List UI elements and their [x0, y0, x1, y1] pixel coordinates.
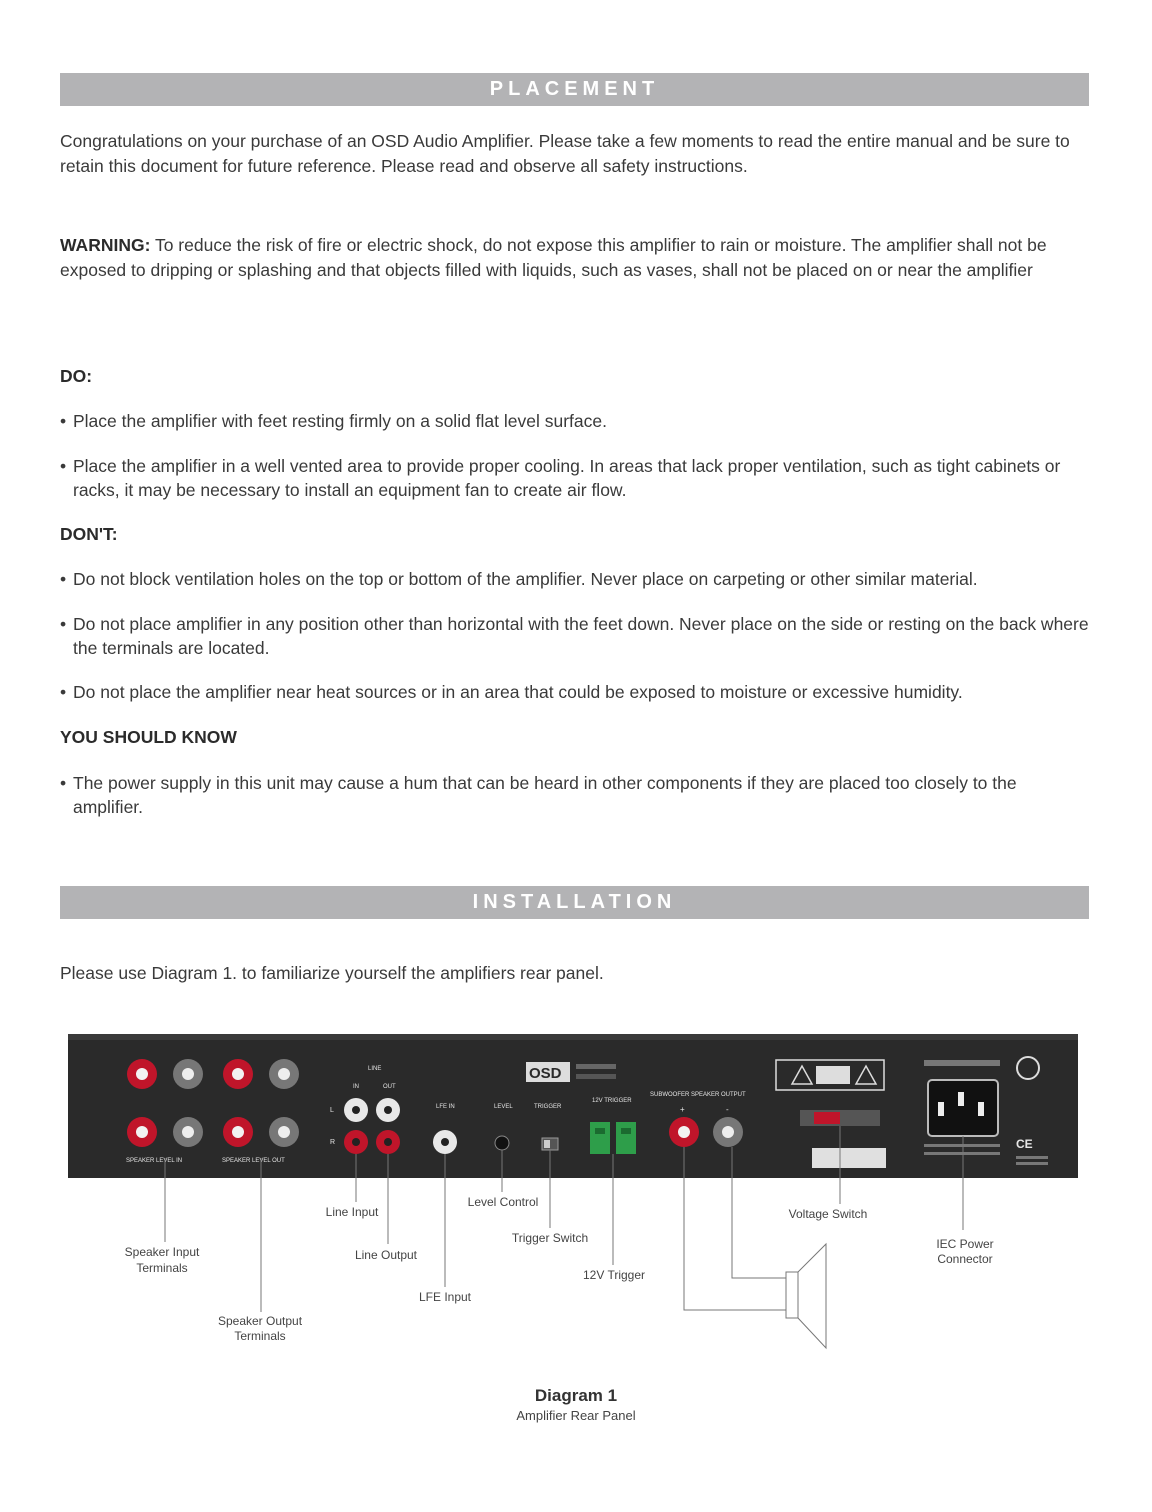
diagram-caption-subtitle: Amplifier Rear Panel: [516, 1408, 636, 1423]
callout-12v-trigger: 12V Trigger: [582, 1268, 646, 1282]
amplifier-rear-panel: [68, 1034, 1078, 1178]
do-item: • Place the amplifier in a well vented area to provide proper cooling. In areas that lack proper ventilation, such as tight cabinets or racks, it may be necessary to install an equipment fan to create air flow.: [60, 454, 1090, 502]
diagram-caption-title: Diagram 1: [534, 1386, 618, 1405]
dont-heading: DON'T:: [60, 524, 118, 544]
know-heading: YOU SHOULD KNOW: [60, 727, 237, 747]
callout-line-input: Line Input: [325, 1205, 379, 1219]
callout-lfe-input: LFE Input: [418, 1290, 472, 1304]
voltage-switch: [800, 1110, 880, 1126]
dont-item: • Do not place amplifier in any position other than horizontal with the feet down. Never place on the side or resting on the back where the terminals are located.: [60, 612, 1090, 660]
sub-out-label: SUBWOOFER SPEAKER OUTPUT: [650, 1092, 746, 1098]
iec-power-connector: [928, 1080, 998, 1136]
dont-item: • Do not place the amplifier near heat sources or in an area that could be exposed to moisture or excessive humidity.: [60, 680, 1090, 704]
warning-text: To reduce the risk of fire or electric shock, do not expose this amplifier to rain or moisture. The amplifier shall not be exposed to dripping or splashing and that objects filled with liquids, such as vases, shall not be placed on or near the amplifier: [60, 235, 1047, 280]
callout-speaker-input-line2: Terminals: [136, 1261, 188, 1275]
do-heading: DO:: [60, 366, 93, 386]
line-in-label: IN: [353, 1084, 359, 1090]
do-item: • Place the amplifier with feet resting firmly on a solid flat level surface.: [60, 409, 1090, 433]
level-label: LEVEL: [494, 1104, 513, 1110]
level-control-knob: [495, 1136, 509, 1150]
right-channel-label: R: [330, 1139, 336, 1146]
line-label: LINE: [368, 1066, 382, 1072]
trigger-switch: [542, 1138, 558, 1150]
serial-label-plate: [812, 1148, 886, 1168]
callout-speaker-output: Speaker Output: [217, 1314, 303, 1328]
know-item: • The power supply in this unit may cause a hum that can be heard in other components if they are placed too closely to the amplifier.: [60, 771, 1090, 819]
installation-header: INSTALLATION: [60, 886, 1089, 919]
line-out-label: OUT: [383, 1084, 396, 1090]
warning-paragraph: [60, 233, 1090, 283]
trigger-label: TRIGGER: [534, 1104, 562, 1110]
lfe-in-label: LFE IN: [436, 1104, 455, 1110]
speaker-level-out-label: SPEAKER LEVEL OUT: [222, 1158, 285, 1164]
sub-plus-label: +: [680, 1105, 685, 1114]
callout-voltage-switch: Voltage Switch: [788, 1207, 868, 1221]
callout-speaker-output-line2: Terminals: [234, 1329, 286, 1343]
placement-header: PLACEMENT: [60, 73, 1089, 106]
callout-trigger-switch: Trigger Switch: [511, 1231, 589, 1245]
callout-speaker-input: Speaker Input: [124, 1245, 200, 1259]
left-channel-label: L: [330, 1107, 334, 1114]
callout-iec-power: IEC Power: [936, 1237, 994, 1251]
intro-paragraph: Congratulations on your purchase of an OSD Audio Amplifier. Please take a few moments to read the entire manual and be sure to retain this document for future reference. Please read and observe all safety instructions.: [60, 131, 1070, 176]
sub-minus-label: -: [726, 1105, 729, 1114]
v12-trigger-label: 12V TRIGGER: [592, 1098, 632, 1104]
brand-logo: OSD: [529, 1065, 562, 1082]
dont-item: • Do not block ventilation holes on the top or bottom of the amplifier. Never place on carpeting or other similar material.: [60, 567, 1090, 591]
speaker-level-in-label: SPEAKER LEVEL IN: [126, 1158, 183, 1164]
speaker-icon: [786, 1244, 826, 1348]
ce-mark: CE: [1016, 1137, 1033, 1151]
callout-iec-power-line2: Connector: [937, 1252, 993, 1266]
callout-line-output: Line Output: [354, 1248, 418, 1262]
lfe-input-jack: [433, 1130, 457, 1154]
installation-intro: Please use Diagram 1. to familiarize yourself the amplifiers rear panel.: [60, 963, 604, 983]
rear-panel-diagram: [60, 1030, 1090, 1360]
callout-level-control: Level Control: [467, 1195, 539, 1209]
warning-label: WARNING:: [60, 235, 151, 255]
